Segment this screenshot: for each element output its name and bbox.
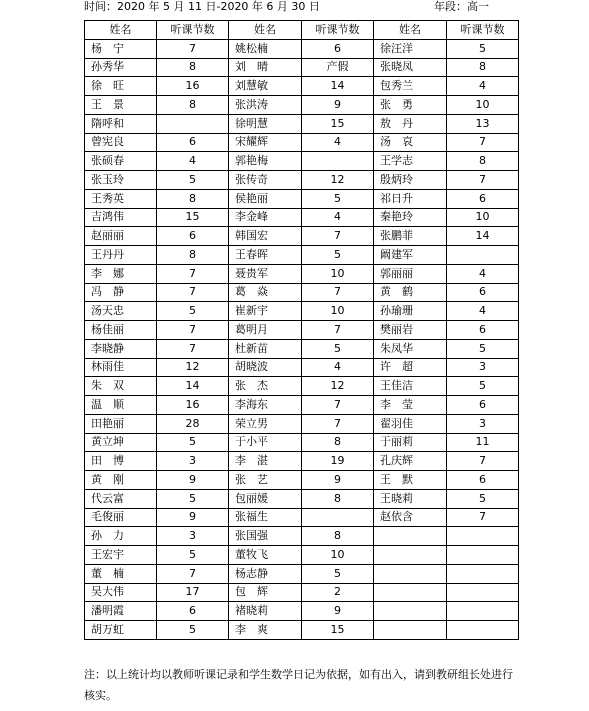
teacher-name-cell: 姚松楠 (229, 39, 302, 58)
report-header (84, 0, 524, 18)
teacher-name-cell: 王晓莉 (374, 489, 447, 508)
teacher-name-cell: 徐明慧 (229, 114, 302, 133)
table-row (85, 246, 519, 265)
teacher-name-cell: 李 湛 (229, 452, 302, 471)
lecture-count-cell (447, 602, 519, 621)
lecture-count-cell: 6 (447, 283, 519, 302)
table-row (85, 77, 519, 96)
column-header: 听课节数 (447, 21, 519, 40)
teacher-name-cell: 林雨佳 (85, 358, 157, 377)
teacher-name-cell: 张晓凤 (374, 58, 447, 77)
teacher-name-cell (374, 621, 447, 640)
lecture-count-cell: 7 (302, 396, 374, 415)
teacher-name-cell: 阚建军 (374, 246, 447, 265)
table-row (85, 546, 519, 565)
teacher-name-cell: 崔新宇 (229, 302, 302, 321)
table-row (85, 133, 519, 152)
teacher-name-cell: 徐汪洋 (374, 39, 447, 58)
lecture-count-cell: 产假 (302, 58, 374, 77)
lecture-count-cell (447, 527, 519, 546)
teacher-name-cell: 侯艳丽 (229, 189, 302, 208)
teacher-name-cell: 代云富 (85, 489, 157, 508)
lecture-count-cell (447, 546, 519, 565)
lecture-count-cell: 15 (302, 114, 374, 133)
table-row (85, 602, 519, 621)
teacher-name-cell: 包 辉 (229, 583, 302, 602)
teacher-name-cell: 殷炳玲 (374, 171, 447, 190)
table-row (85, 227, 519, 246)
teacher-name-cell (374, 527, 447, 546)
lecture-count-cell: 5 (302, 564, 374, 583)
grade-label: 年段：高一 (434, 0, 489, 13)
table-row (85, 527, 519, 546)
lecture-count-cell: 19 (302, 452, 374, 471)
lecture-count-cell: 2 (302, 583, 374, 602)
teacher-name-cell: 隋呼和 (85, 114, 157, 133)
teacher-name-cell: 吴大伟 (85, 583, 157, 602)
lecture-count-cell: 8 (157, 96, 229, 115)
lecture-count-cell: 3 (157, 452, 229, 471)
lecture-count-cell: 10 (447, 208, 519, 227)
lecture-count-cell: 9 (302, 471, 374, 490)
teacher-name-cell: 张硕春 (85, 152, 157, 171)
table-row (85, 414, 519, 433)
teacher-name-cell: 张 杰 (229, 377, 302, 396)
table-row (85, 621, 519, 640)
lecture-count-cell: 3 (447, 414, 519, 433)
teacher-name-cell: 聂贵军 (229, 264, 302, 283)
lecture-count-cell: 6 (157, 133, 229, 152)
teacher-name-cell: 张国强 (229, 527, 302, 546)
teacher-name-cell: 荣立男 (229, 414, 302, 433)
lecture-count-cell: 28 (157, 414, 229, 433)
teacher-name-cell: 王 默 (374, 471, 447, 490)
teacher-name-cell: 葛明月 (229, 321, 302, 340)
lecture-count-cell: 15 (302, 621, 374, 640)
teacher-name-cell: 胡万虹 (85, 621, 157, 640)
lecture-count-cell: 17 (157, 583, 229, 602)
table-row (85, 58, 519, 77)
lecture-count-cell: 5 (447, 489, 519, 508)
table-row (85, 358, 519, 377)
lecture-count-cell: 5 (157, 302, 229, 321)
lecture-count-cell: 12 (302, 171, 374, 190)
teacher-name-cell (374, 602, 447, 621)
lecture-count-cell (447, 564, 519, 583)
teacher-name-cell: 吉鸿伟 (85, 208, 157, 227)
teacher-name-cell: 杜新苗 (229, 339, 302, 358)
lecture-count-cell: 8 (157, 189, 229, 208)
teacher-name-cell (374, 564, 447, 583)
teacher-name-cell: 张 艺 (229, 471, 302, 490)
lecture-count-cell (447, 246, 519, 265)
teacher-name-cell: 祁日升 (374, 189, 447, 208)
teacher-name-cell: 董 楠 (85, 564, 157, 583)
teacher-name-cell: 赵依含 (374, 508, 447, 527)
lecture-count-cell: 4 (302, 208, 374, 227)
teacher-name-cell: 翟羽佳 (374, 414, 447, 433)
lecture-count-cell: 6 (447, 189, 519, 208)
table-row (85, 377, 519, 396)
table-row (85, 508, 519, 527)
teacher-name-cell: 黄 刚 (85, 471, 157, 490)
lecture-count-cell: 6 (157, 602, 229, 621)
lecture-count-cell (302, 508, 374, 527)
lecture-count-cell: 4 (157, 152, 229, 171)
teacher-name-cell: 孙瑜珊 (374, 302, 447, 321)
lecture-count-cell: 10 (302, 302, 374, 321)
lecture-count-cell: 8 (302, 527, 374, 546)
teacher-name-cell: 徐 旺 (85, 77, 157, 96)
lecture-count-cell: 5 (157, 546, 229, 565)
teacher-name-cell: 孔庆辉 (374, 452, 447, 471)
teacher-name-cell: 秦艳玲 (374, 208, 447, 227)
teacher-name-cell: 郭丽丽 (374, 264, 447, 283)
table-row (85, 264, 519, 283)
teacher-name-cell: 王秀英 (85, 189, 157, 208)
table-row (85, 339, 519, 358)
table-row (85, 114, 519, 133)
teacher-name-cell: 赵丽丽 (85, 227, 157, 246)
lecture-count-cell: 7 (302, 414, 374, 433)
lecture-count-cell: 5 (302, 246, 374, 265)
teacher-name-cell: 张洪涛 (229, 96, 302, 115)
teacher-name-cell: 温 顺 (85, 396, 157, 415)
teacher-name-cell: 毛俊丽 (85, 508, 157, 527)
teacher-name-cell: 郭艳梅 (229, 152, 302, 171)
lecture-count-cell: 9 (302, 96, 374, 115)
table-row (85, 152, 519, 171)
teacher-name-cell: 于丽莉 (374, 433, 447, 452)
lecture-count-cell: 8 (447, 58, 519, 77)
teacher-name-cell: 潘明霞 (85, 602, 157, 621)
lecture-count-cell: 6 (447, 396, 519, 415)
lecture-count-cell: 13 (447, 114, 519, 133)
lecture-count-cell: 7 (157, 321, 229, 340)
teacher-name-cell: 朱凤华 (374, 339, 447, 358)
teacher-name-cell: 李海东 (229, 396, 302, 415)
teacher-name-cell: 杨志静 (229, 564, 302, 583)
table-row (85, 433, 519, 452)
lecture-count-cell: 12 (302, 377, 374, 396)
lecture-count-cell: 10 (302, 546, 374, 565)
table-row (85, 96, 519, 115)
table-row (85, 583, 519, 602)
lecture-count-cell: 5 (157, 621, 229, 640)
teacher-name-cell: 朱 双 (85, 377, 157, 396)
lecture-count-cell: 8 (302, 489, 374, 508)
lecture-count-cell: 8 (157, 58, 229, 77)
teacher-name-cell: 李 莹 (374, 396, 447, 415)
teacher-name-cell: 田艳丽 (85, 414, 157, 433)
lecture-count-cell: 14 (302, 77, 374, 96)
teacher-name-cell: 董牧飞 (229, 546, 302, 565)
column-header: 听课节数 (157, 21, 229, 40)
lecture-count-cell: 12 (157, 358, 229, 377)
table-row (85, 39, 519, 58)
teacher-name-cell: 刘慧敏 (229, 77, 302, 96)
teacher-name-cell: 韩国宏 (229, 227, 302, 246)
column-header: 听课节数 (302, 21, 374, 40)
teacher-name-cell: 李金峰 (229, 208, 302, 227)
table-row (85, 396, 519, 415)
teacher-name-cell: 李晓静 (85, 339, 157, 358)
teacher-name-cell (374, 546, 447, 565)
table-row (85, 302, 519, 321)
teacher-name-cell: 王春晖 (229, 246, 302, 265)
lecture-count-cell: 16 (157, 77, 229, 96)
lecture-count-cell: 6 (447, 471, 519, 490)
lecture-count-cell: 3 (157, 527, 229, 546)
lecture-count-cell: 7 (447, 508, 519, 527)
lecture-count-table (84, 20, 519, 640)
lecture-count-cell (447, 583, 519, 602)
teacher-name-cell: 褚晓莉 (229, 602, 302, 621)
teacher-name-cell: 汤天忠 (85, 302, 157, 321)
teacher-name-cell: 张福生 (229, 508, 302, 527)
lecture-count-cell: 6 (302, 39, 374, 58)
table-header-row (85, 21, 519, 40)
teacher-name-cell: 许 超 (374, 358, 447, 377)
lecture-count-cell: 5 (447, 339, 519, 358)
lecture-count-cell (157, 114, 229, 133)
lecture-count-cell: 16 (157, 396, 229, 415)
lecture-count-cell: 8 (302, 433, 374, 452)
table-row (85, 489, 519, 508)
lecture-count-cell: 7 (302, 283, 374, 302)
teacher-name-cell: 张传奇 (229, 171, 302, 190)
lecture-count-cell: 9 (157, 508, 229, 527)
table-row (85, 452, 519, 471)
teacher-name-cell: 冯 静 (85, 283, 157, 302)
lecture-count-cell: 6 (447, 321, 519, 340)
column-header: 姓名 (374, 21, 447, 40)
lecture-count-cell: 7 (157, 39, 229, 58)
teacher-name-cell: 孙秀华 (85, 58, 157, 77)
lecture-count-cell: 7 (447, 452, 519, 471)
lecture-count-cell: 5 (302, 189, 374, 208)
lecture-count-cell: 7 (157, 264, 229, 283)
teacher-name-cell: 汤 哀 (374, 133, 447, 152)
teacher-name-cell: 包丽媛 (229, 489, 302, 508)
teacher-name-cell: 黄立坤 (85, 433, 157, 452)
teacher-name-cell: 杨 宁 (85, 39, 157, 58)
lecture-count-cell: 7 (447, 171, 519, 190)
table-row (85, 171, 519, 190)
teacher-name-cell: 王宏宇 (85, 546, 157, 565)
teacher-name-cell: 张玉玲 (85, 171, 157, 190)
teacher-name-cell: 葛 焱 (229, 283, 302, 302)
teacher-name-cell: 张 勇 (374, 96, 447, 115)
table-row (85, 283, 519, 302)
lecture-count-cell: 5 (157, 489, 229, 508)
lecture-count-cell: 5 (447, 39, 519, 58)
teacher-name-cell: 曾宪良 (85, 133, 157, 152)
teacher-name-cell: 包秀兰 (374, 77, 447, 96)
lecture-count-cell: 9 (302, 602, 374, 621)
teacher-name-cell: 张鹏菲 (374, 227, 447, 246)
lecture-count-cell: 5 (447, 377, 519, 396)
lecture-count-cell: 10 (302, 264, 374, 283)
lecture-count-cell: 11 (447, 433, 519, 452)
teacher-name-cell: 于小平 (229, 433, 302, 452)
table-row (85, 564, 519, 583)
teacher-name-cell: 樊丽岩 (374, 321, 447, 340)
teacher-name-cell: 黄 鹤 (374, 283, 447, 302)
lecture-count-cell: 10 (447, 96, 519, 115)
table-row (85, 471, 519, 490)
lecture-count-cell: 15 (157, 208, 229, 227)
table-row (85, 189, 519, 208)
lecture-count-cell: 5 (157, 171, 229, 190)
lecture-count-cell: 5 (157, 433, 229, 452)
lecture-count-cell: 6 (157, 227, 229, 246)
lecture-count-cell: 3 (447, 358, 519, 377)
teacher-name-cell: 刘 晴 (229, 58, 302, 77)
table-row (85, 208, 519, 227)
footnote: 注：以上统计均以教师听课记录和学生数学日记为依据，如有出入，请到教研组长处进行核实。 (84, 668, 513, 702)
lecture-count-cell: 4 (302, 133, 374, 152)
lecture-count-cell: 7 (157, 564, 229, 583)
lecture-count-cell: 7 (157, 283, 229, 302)
date-range: 时间：2020 年 5 月 11 日-2020 年 6 月 30 日 (84, 0, 320, 13)
teacher-name-cell: 李 爽 (229, 621, 302, 640)
lecture-count-cell: 9 (157, 471, 229, 490)
lecture-count-cell: 7 (302, 227, 374, 246)
lecture-count-cell: 8 (157, 246, 229, 265)
teacher-name-cell: 敖 丹 (374, 114, 447, 133)
teacher-name-cell: 王佳洁 (374, 377, 447, 396)
teacher-name-cell: 田 博 (85, 452, 157, 471)
teacher-name-cell: 李 娜 (85, 264, 157, 283)
teacher-name-cell: 胡晓波 (229, 358, 302, 377)
column-header: 姓名 (229, 21, 302, 40)
lecture-count-cell: 4 (447, 77, 519, 96)
teacher-name-cell (374, 583, 447, 602)
lecture-count-cell: 7 (302, 321, 374, 340)
teacher-name-cell: 王丹丹 (85, 246, 157, 265)
lecture-count-cell: 7 (157, 339, 229, 358)
lecture-count-cell: 4 (302, 358, 374, 377)
teacher-name-cell: 王学志 (374, 152, 447, 171)
lecture-count-cell: 4 (447, 302, 519, 321)
lecture-count-cell: 4 (447, 264, 519, 283)
lecture-count-cell (447, 621, 519, 640)
teacher-name-cell: 宋耀辉 (229, 133, 302, 152)
lecture-count-cell: 5 (302, 339, 374, 358)
column-header: 姓名 (85, 21, 157, 40)
table-row (85, 321, 519, 340)
lecture-count-cell: 8 (447, 152, 519, 171)
lecture-count-cell: 14 (157, 377, 229, 396)
teacher-name-cell: 孙 力 (85, 527, 157, 546)
lecture-count-cell: 7 (447, 133, 519, 152)
teacher-name-cell: 王 景 (85, 96, 157, 115)
lecture-count-cell (302, 152, 374, 171)
teacher-name-cell: 杨佳丽 (85, 321, 157, 340)
lecture-count-cell: 14 (447, 227, 519, 246)
